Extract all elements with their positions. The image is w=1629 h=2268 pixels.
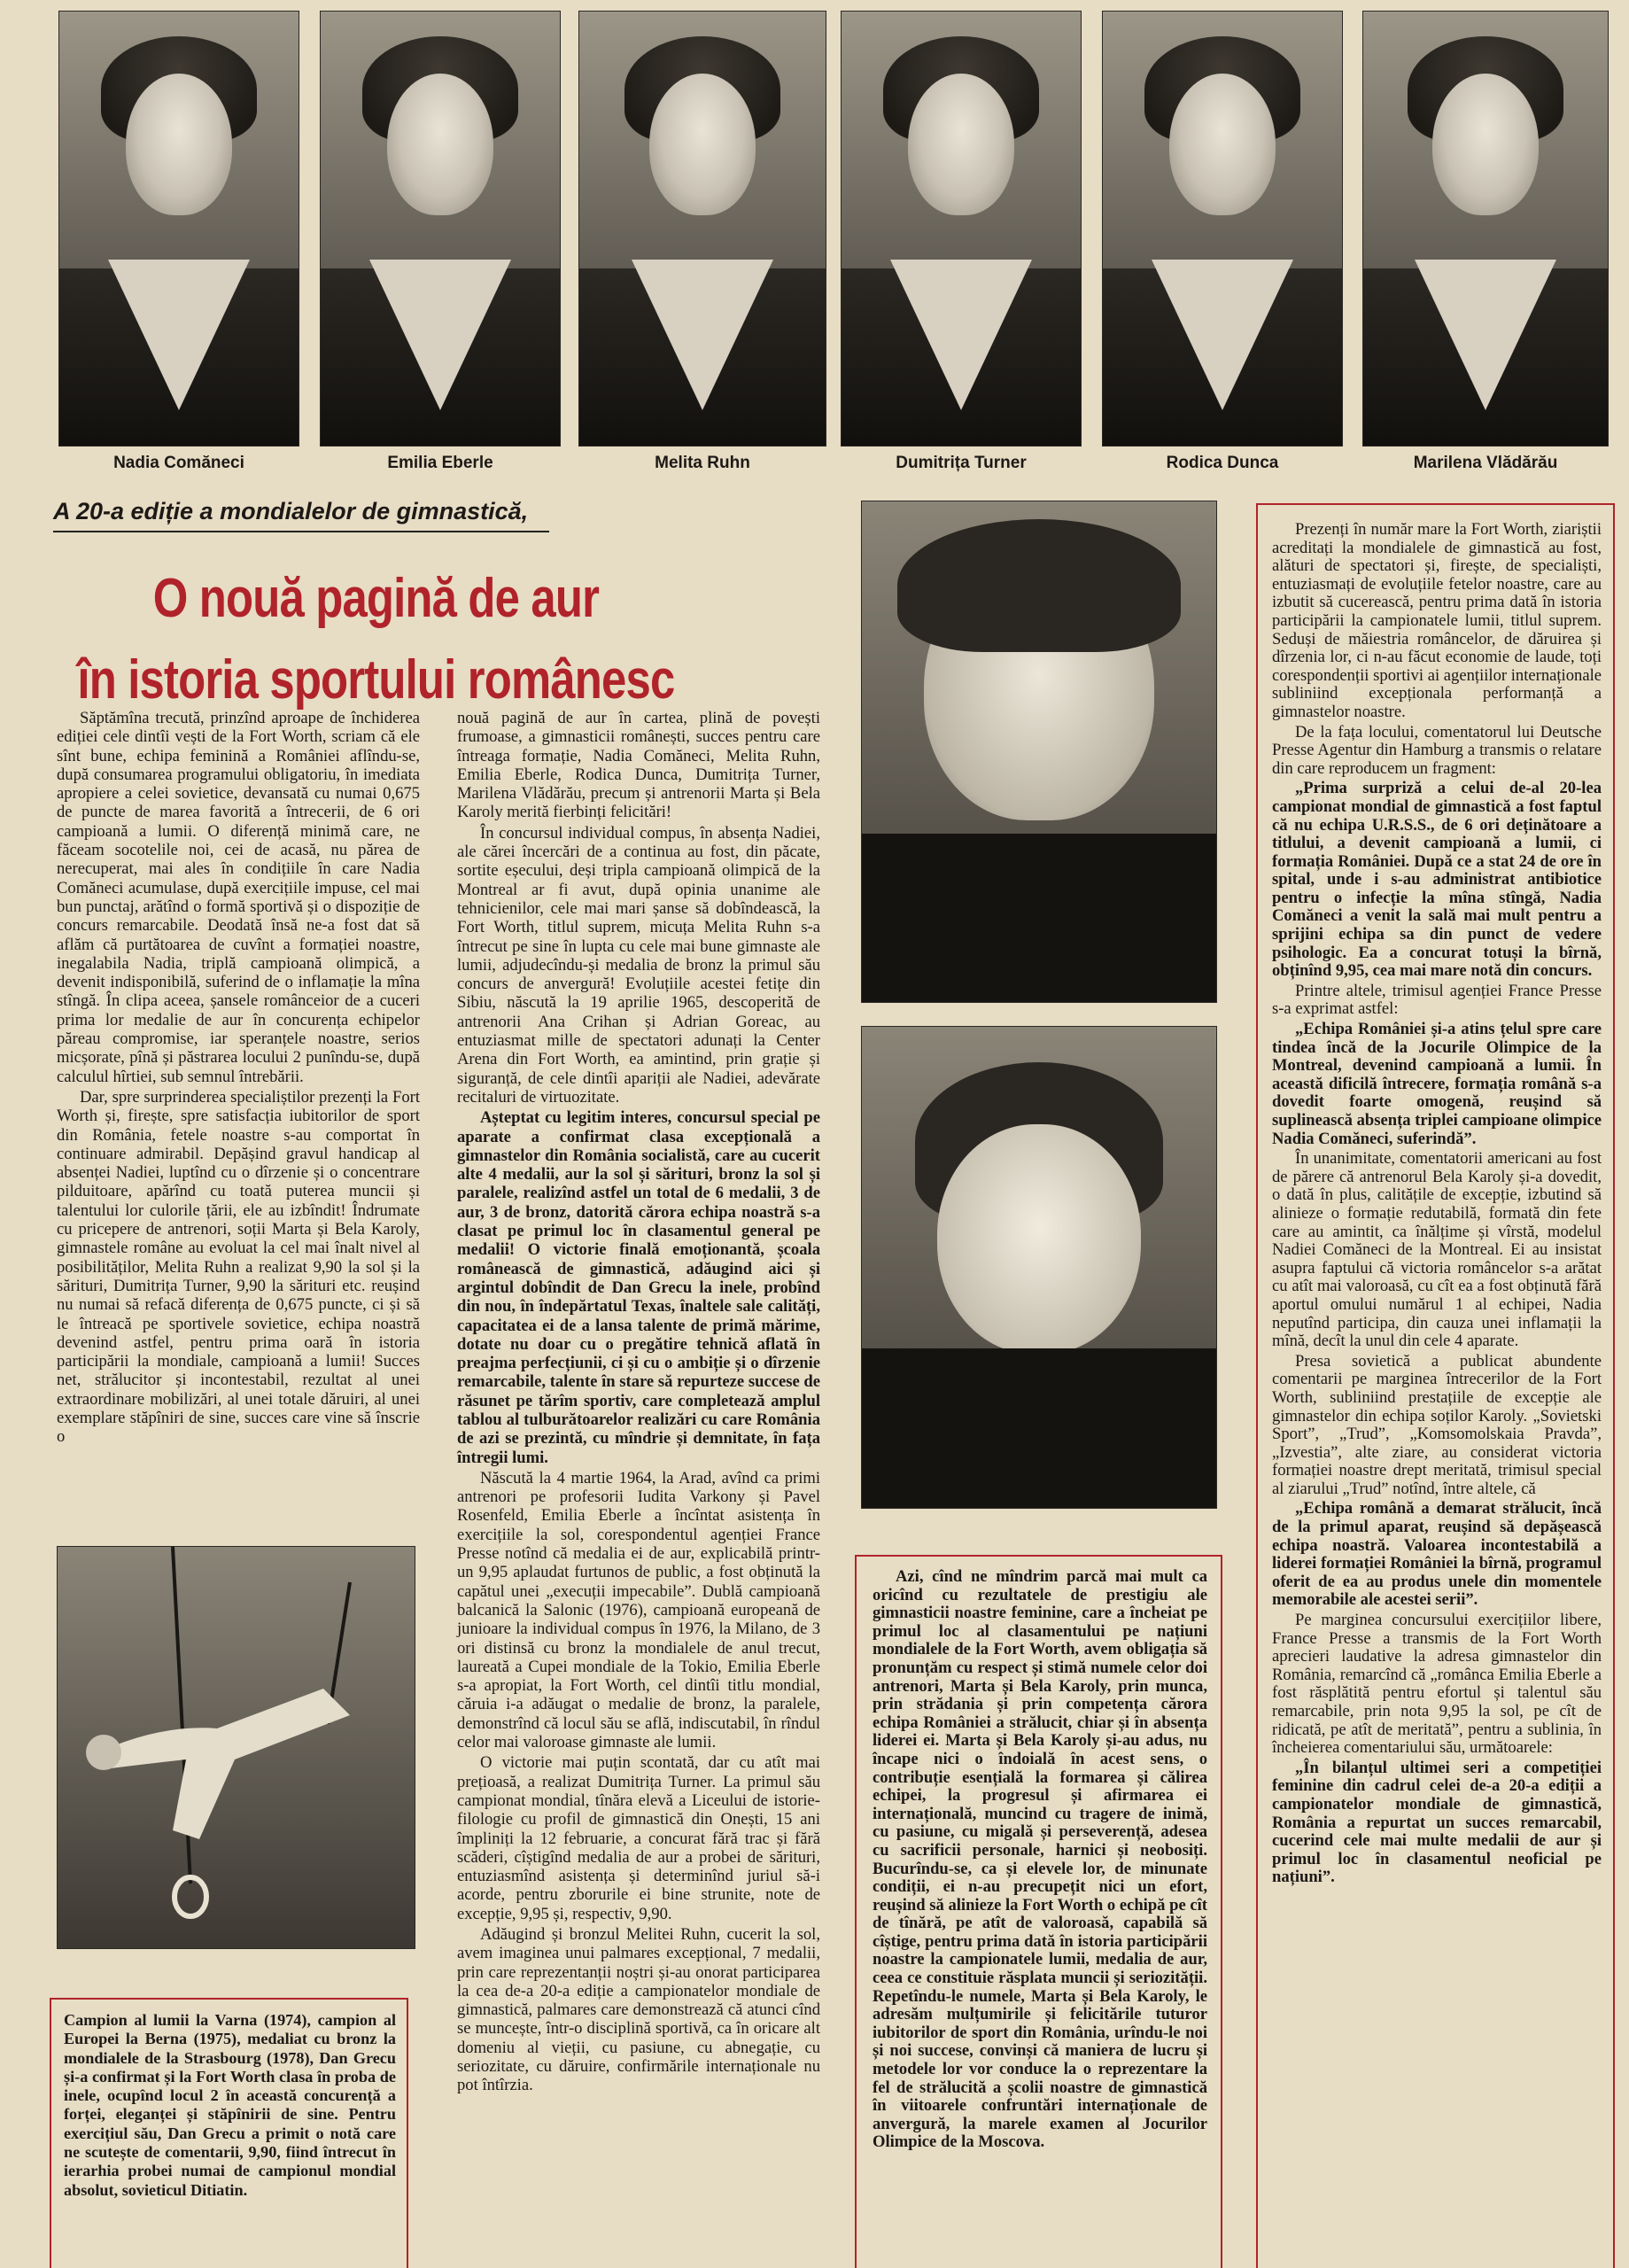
article-paragraph: Săptămîna trecută, prinzînd aproape de închiderea ediției cele dintîi vești de la Fort Worth, scriam că ele sînt bune, echipa feminină a României aflîndu-se, după consumarea programului obligatoriu, în imediata apropiere a celei sovietice, devansată cu numai 0,675 de puncte de marea favorită a întrecerii, de 6 ori campioană a lumii. O diferență minimă care, ne făceam socotelile noi, cei de acasă, nu părea de nerecuperat, mai ales în condițiile în care Nadia Comăneci acumulase, după exercițiile impuse, cel mai bun punctaj, arătînd o formă sportivă și o dispoziție de concurs remarcabile. Deodată însă ne-a fost dat să aflăm că purtătoarea de cuvînt a formației noastre, inegalabila Nadia, triplă campioană olimpică, a devenit indisponibilă, suferind de o inflamație la mîna stîngă. În clipa aceea, șansele românceior de a cuceri prima lor medalie de aur în concurența echipelor păreau compromise, iar speranțele noastre, serios micșorate, pînă și păstrarea locului 2 punîndu-se, după calculul hîrtiei, sub semnul întrebării. — [57, 709, 420, 1086]
coach-face — [937, 1124, 1141, 1355]
press-paragraph: Presa sovietică a publicat abundente comentarii pe marginea întrecerilor de la Fort Worth, subliniind prestațiile de excepție ale gimnastelor din echipa soților Karoly. „Sovietski Sport”, „Trud”, „Komsomolskaia Pravda”, „Izvestia”, alte ziare, au considerat victoria formației noastre drept meritată, trimisul special al ziarului „Trud” notînd, între altele, că — [1272, 1351, 1602, 1498]
portrait-caption: Melita Ruhn — [655, 454, 750, 472]
headline-line-2: în istoria sportului românesc — [77, 649, 675, 711]
article-paragraph: Adăugind și bronzul Melitei Ruhn, cucerit la sol, avem imaginea unui palmares excepțional, 7 medalii, prin care reprezentanții noștri și-au onorat participarea la cea de-a 20-a ediție a campionatelor mondiale de gimnastică, palmares care demonstrează că atunci cînd se muncește, într-o disciplină sportivă, ca în oricare alt domeniu al vieții, cu pasiune, cu abnegație, cu seriozitate, cu dăruire, confirmările internaționale nu pot întîrzia. — [457, 1925, 820, 2095]
headline — [71, 558, 681, 721]
coach-body — [862, 1348, 1216, 1508]
rubric: A 20-a ediție a mondialelor de gimnastică, — [53, 498, 549, 532]
article-paragraph: Așteptat cu legitim interes, concursul special pe aparate a confirmat clasa excepțională a gimnastelor din România socialistă, care au cucerit alte 4 medalii, aur la sol și sărituri, bronz la sol și paralele, realizînd astfel un total de 6 medalii, 3 de aur, 3 de bronz, datorită cărora echipa noastră s-a clasat pe primul loc în clasamentul general pe medalii! O victorie finală emoționantă, școala românească de gimnastică, adăugind aici și argintul dobîndit de Dan Grecu la inele, probînd din nou, în îndepărtatul Texas, înaltele sale calități, capacitatea ei de a lansa talente de primă mărime, dotate nu doar cu o pregătire tehnică aflată în preajma perfecțiunii, ci și cu o ambiție și o dîrzenie remarcabile, talente în stare să repurteze succese de răsunet pe tărîm sportiv, care completează amplul tablou al tulburătoarelor realizări cu care România de azi se prezintă, cu mîndrie și demnitate, în fața întregii lumi. — [457, 1108, 820, 1467]
press-quote: „În bilanțul ultimei seri a competiției feminine din cadrul celei de-a 20-a ediții a campionatelor mondiale de gimnastică, România a repurtat un succes remarcabil, cucerind cele mai multe medalii de aur și primul loc în clasamentul neoficial pe națiuni”. — [1272, 1758, 1602, 1887]
article-paragraph: Născută la 4 martie 1964, la Arad, avînd ca primi antrenori pe profesorii Iudita Varkony și Pavel Rosenfeld, Emilia Eberle a încîntat asistența în exercițiile la sol, corespondentul agenției France Presse notînd că medalia ei de aur, explicabilă printr-un 9,95 aplaudat furtunos de public, a fost obținută la capătul unei „execuții impecabile”. Dublă campioană balcanică la Salonic (1976), campioană europeană de junioare la individual compus în 1976, la Milano, de 3 ori distinsă cu bronz la mondialele de anul trecut, laureată a Cupei mondiale de la Tokio, Emilia Eberle s-a apropiat, la Fort Worth, cel dintîi titlu mondial, căruia i-a adăugat o medalie de bronz, la paralele, demonstrînd că locul său se află, indiscutabil, în rîndul celor mai valoroase gimnaste ale lumii. — [457, 1468, 820, 1752]
article-paragraph: O victorie mai puțin scontată, dar cu atît mai prețioasă, a realizat Dumitrița Turner. La primul său campionat mondial, tînăra elevă a Liceului de istorie-filologie cu profil de gimnastică din Onești, 15 ani împliniți la 12 februarie, a concurat fără trac și fără scăderi, cîștigînd medalia de aur a probei de sărituri, entuziasmînd asistența și determinînd juriul să-i acorde, pentru zborurile ei bine strunite, note de excepție, 9,95 și, respectiv, 9,90. — [457, 1753, 820, 1923]
portrait-caption: Dumitrița Turner — [896, 454, 1027, 472]
coach-photo-2 — [861, 1026, 1217, 1509]
coaches-tribute-text — [873, 1568, 1207, 2154]
press-review-text — [1272, 521, 1602, 1889]
press-paragraph: Pe marginea concursului exercițiilor libere, France Presse a transmis de la Fort Worth aprecieri laudative la adresa gimnastelor din România, remarcînd că „românca Emilia Eberle a fost răsplătită pentru efortul și talentul său remarcabile, prin nota 9,95 la sol, pe cît de ridicată, pe atît de meritată”, pentru a sublinia, în încheierea comentariului său, următoarele: — [1272, 1611, 1602, 1758]
portrait-photo-1 — [58, 11, 299, 447]
rings-silhouette — [58, 1547, 415, 1949]
coach-hair — [897, 519, 1181, 652]
press-quote: „Echipa României și-a atins țelul spre care tindea încă de la Jocurile Olimpice de la Montreal, devenind campioană a lumii. În această dificilă întrecere, formația română s-a dovedit foarte omogenă, reușind să suplinească absența triplei campioane olimpice Nadia Comăneci, suferindă”. — [1272, 1020, 1602, 1148]
coach-body — [862, 834, 1216, 1002]
press-paragraph: De la fața locului, comentatorul lui Deutsche Presse Agentur din Hamburg a transmis o relatare din care reproducem un fragment: — [1272, 722, 1602, 778]
gymnast-rings-photo — [57, 1546, 415, 1949]
headline-line-1: O nouă pagină de aur — [152, 568, 600, 629]
article-paragraph: nouă pagină de aur în cartea, plină de povești frumoase, a gimnasticii românești, succes pentru care întreaga formație, Nadia Comăneci, Melita Ruhn, Emilia Eberle, Rodica Dunca, Dumitrița Turner, Marilena Vlădărău, precum și antrenorii Marta și Bela Karoly merită fierbinți felicitări! — [457, 709, 820, 822]
portrait-photo-5 — [1102, 11, 1343, 447]
press-paragraph: Prezenți în număr mare la Fort Worth, ziariștii acreditați la mondialele de gimnastică au fost, alături de spectatori și, firește, de specialiști, entuziasmați de evoluțiile fetelor noastre, care au izbutit să cucerească, pentru prima dată în istoria participării la campionatele lumii, titlul suprem. Seduși de măiestria româncelor, de dăruirea și dîrzenia lor, ci n-au făcut economie de laude, toți corespondenții sportivi ai agențiilor internaționale subliniind excepționala performanță a gimnastelor noastre. — [1272, 520, 1602, 721]
portrait-photo-2 — [320, 11, 561, 447]
portrait-caption: Rodica Dunca — [1166, 454, 1279, 472]
press-paragraph: Printre altele, trimisul agenției France Presse s-a exprimat astfel: — [1272, 981, 1602, 1019]
coach-photo-1 — [861, 501, 1217, 1003]
grecu-caption: Campion al lumii la Varna (1974), campion al Europei la Berna (1975), medaliat cu bronz la mondialele de la Strasbourg (1978), Dan Grecu și-a confirmat și la Fort Worth clasa în proba de inele, ocupînd locul 2 în această concurență a forței, eleganței și stăpînirii de sine. Pentru exercițiul său, Dan Grecu a primit o notă care ne scutește de comentarii, 9,90, fiind întrecut în ierarhia probei numai de campionul mondial absolut, sovieticul Ditiatin. — [64, 2011, 396, 2199]
press-paragraph: În unanimitate, comentatorii americani au fost de părere că antrenorul Bela Karoly și-a dovedit, o dată în plus, calitățile de excepție, izbutind să alinieze o formație redutabilă, formată din fete care au amintit, ca înălțime și vîrstă, modelul Nadiei Comăneci de la Montreal. Ei au insistat asupra faptului că victoria româncelor s-a arătat cu atît mai valoroasă, cu cît ea a fost obținută fără aportul omului numărul 1 al echipei, Nadia neputînd participa, din cauza unei inflamații la mînă, decît la unul din cele 4 aparate. — [1272, 1149, 1602, 1351]
press-quote: „Prima surpriză a celui de-al 20-lea campionat mondial de gimnastică a fost faptul că nu echipa U.R.S.S., de 6 ori deținătoare a titlului, a devenit campioană a lumii, ci formația României. După ce a stat 24 de ore în spital, unde i s-au administrat antibiotice pentru o infecție la mîna stîngă, Nadia Comăneci a venit la sală mai mult pentru a sprijini echipa sa din punct de vedere psihologic. Ea a concurat totuși la bîrnă, obținînd 9,95, cea mai mare notă din concurs. — [1272, 779, 1602, 981]
article-column-2 — [457, 709, 820, 2097]
portrait-photo-3 — [578, 11, 826, 447]
article-column-1 — [57, 709, 420, 1449]
tribute-paragraph: Azi, cînd ne mîndrim parcă mai mult ca oricînd cu rezultatele de prestigiu ale gimnasticii noastre feminine, care a încheiat pe primul loc al clasamentului pe națiuni mondialele de la Fort Worth, avem obligația să pronunțăm cu respect și stimă numele celor doi antrenori, Marta și Bela Karoly, prin munca, prin strădania și prin competența cărora echipa României a strălucit, chiar și în absența liderei ei. Marta și Bela Karoly și-au adus, nu încape nici o îndoială în acest sens, o contribuție esențială la formarea și călirea echipei, la progresul și afirmarea ei internațională, muncind cu tragere de inimă, cu pasiune, cu migală și perseverență, adesea cu sacrificii personale, harnici și neobosiți. Bucurîndu-se, ca și elevele lor, de minunate condiții, ei n-au precupețit nici un efort, reușind să alinieze la Fort Worth o echipă pe cît de tînără, pe atît de valoroasă, capabilă să cîștige, pentru prima dată în istoria participării noastre la campionatele lumii, medalia de aur, ceea ce constituie răsplata muncii și seriozității. Repetîndu-le numele, Marta și Bela Karoly, le adresăm mulțumirile și felicitările tuturor iubitorilor de sport din România, urîndu-le noi și noi succese, convinși că maniera de lucru și metodele lor vor conduce la o reprezentare la fel de strălucită a școlii noastre de gimnastică în viitoarele confruntări internaționale de anvergură, la marele examen al Jocurilor Olimpice de la Moscova. — [873, 1567, 1207, 2152]
portrait-caption: Emilia Eberle — [387, 454, 493, 472]
portrait-caption: Nadia Comăneci — [113, 454, 244, 472]
portrait-photo-6 — [1362, 11, 1609, 447]
press-quote: „Echipa română a demarat strălucit, încă de la primul aparat, reușind să depășească echipa noastră. Valoarea incontestabilă a liderei formației României la bîrnă, programul oferit de ea au produs unele din momentele memorabile ale acestei serii”. — [1272, 1499, 1602, 1610]
portrait-caption: Marilena Vlădărău — [1413, 454, 1558, 472]
portrait-photo-4 — [841, 11, 1082, 447]
article-paragraph: Dar, spre surprinderea specialiștilor prezenți la Fort Worth și, firește, spre satisfacția iubitorilor de sport din România, fetele noastre s-au comportat în continuare admirabil. Depășind gravul handicap al absenței Nadiei, luptînd cu o dîrzenie și o concentrare pilduitoare, apărînd cu toată puterea muncii și talentului lor culorile țării, ele au izbîndit! Îndrumate cu pricepere de antrenori, soții Marta și Bela Karoly, gimnastele române au evoluat la cel mai înalt nivel al posibilităților, Melita Ruhn a realizat 9,90 la sol și la sărituri, Dumitrița Turner, 9,90 la sărituri etc. reușind nu numai să refacă diferența de 0,675 puncte, ci și să le întreacă pe sportivele sovietice, echipa noastră devenind astfel, pentru prima oară în istoria participării la mondiale, campioană a lumii! Succes net, strălucitor și incontestabil, rezultat al unei extraordinare mobilizări, al unei totale dăruiri, al unei exemplare stăpîniri de sine, succes care vine să înscrie o — [57, 1087, 420, 1447]
article-paragraph: În concursul individual compus, în absența Nadiei, ale cărei încercări de a continua au fost, din păcate, sortite eșecului, deși tripla campioană olimpică de la Montreal ar fi avut, după opinia unanime ale tehnicienilor, cele mai mari șanse să dobîndească, la Fort Worth, titlul suprem, micuța Melita Ruhn s-a întrecut pe sine în lupta cu cele mai bune gimnaste ale lumii, adjudecîndu-și medalia de bronz la primul său concurs de anvergură! Evoluțiile acestei fetițe din Sibiu, născută la 19 aprilie 1965, descoperită de antrenorii Ana Crihan și Adrian Goreac, au entuziasmat mille de spectatori adunați la Center Arena din Fort Worth, ea amintind, prin grație și siguranță, de cele dintîi apariții ale Nadiei, adevărate recitaluri de virtuozitate. — [457, 823, 820, 1107]
